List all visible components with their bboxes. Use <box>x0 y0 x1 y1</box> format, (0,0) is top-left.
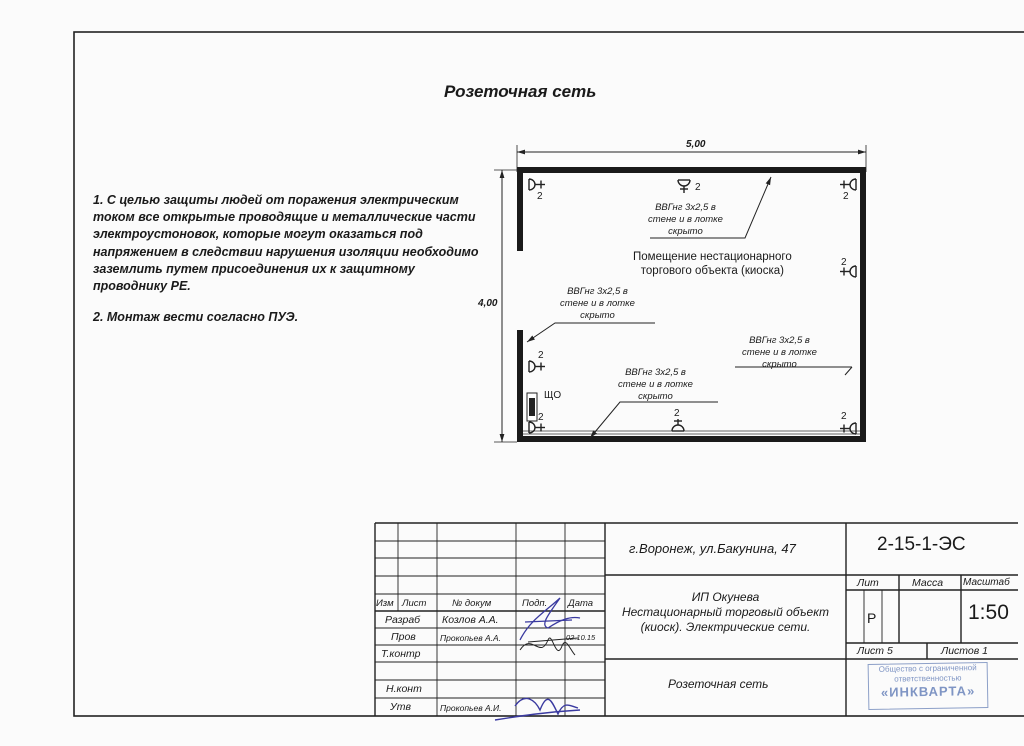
document-code: 2-15-1-ЭС <box>877 534 966 555</box>
outlet-top-right <box>840 179 856 190</box>
height-dimension-label: 4,00 <box>478 298 498 309</box>
scale-value: 1:50 <box>968 601 1009 624</box>
outlet-count-right-middle: 2 <box>841 257 847 268</box>
outlet-bottom-center <box>672 419 684 431</box>
cable-label-bottom: ВВГнг 3х2,5 в стене и в лотке скрыто <box>618 367 693 402</box>
name-prov: Прокопьев А.А. <box>440 633 502 643</box>
notes-block <box>93 192 485 340</box>
cable-label-right: ВВГнг 3х2,5 в стене и в лотке скрыто <box>742 335 817 370</box>
role-utv: Утв <box>390 701 411 713</box>
col-izm: Изм <box>376 598 394 609</box>
outlet-top-center <box>678 180 690 193</box>
lit-label: Лит <box>857 577 879 589</box>
note-1: 1. С целью защиты людей от поражения электрическим током все открытые проводящие и металлические части электроустоновок, которые могут оказаться под напряжением в следствии нарушения изоляции необходимо заземлить путем присоединения их к защитному проводнику РЕ. <box>93 193 479 294</box>
outlet-left-middle <box>529 361 545 372</box>
outlet-count-left-middle: 2 <box>538 350 544 361</box>
cable-label-left: ВВГнг 3х2,5 в стене и в лотке скрыто <box>560 286 635 321</box>
outlet-count-top-center: 2 <box>695 182 701 193</box>
cable-label-top: ВВГнг 3х2,5 в стене и в лотке скрыто <box>648 202 723 237</box>
outlet-count-top-left: 2 <box>537 191 543 202</box>
col-ndoc: № докум <box>452 598 492 609</box>
drawing-title: Розеточная сеть <box>444 82 597 101</box>
room-label: Помещение нестационарного торгового объекта (киоска) <box>633 251 792 277</box>
object-description: ИП Окунева Нестационарный торговый объект (киоск). Электрические сети. <box>621 590 830 634</box>
lit-value: Р <box>867 610 877 626</box>
outlet-top-left <box>529 179 545 190</box>
date-prov: 02.10.15 <box>566 633 596 642</box>
col-podp: Подп. <box>522 598 548 609</box>
note-2: 2. Монтаж вести согласно ПУЭ. <box>93 310 299 325</box>
scale-label: Масштаб <box>963 577 1010 588</box>
sheet-number: Лист 5 <box>857 645 893 657</box>
sheets-total: Листов 1 <box>941 645 988 657</box>
outlet-count-bottom-right: 2 <box>841 411 847 422</box>
role-nkont: Н.конт <box>386 683 422 695</box>
width-dimension-label: 5,00 <box>686 139 706 150</box>
outlet-bottom-right <box>840 423 856 434</box>
role-tkontr: Т.контр <box>381 648 421 660</box>
drawing-name: Розеточная сеть <box>668 677 769 691</box>
mass-label: Масса <box>912 577 944 589</box>
col-date: Дата <box>568 598 594 609</box>
col-list: Лист <box>402 598 427 609</box>
address: г.Воронеж, ул.Бакунина, 47 <box>629 541 796 556</box>
role-razrab: Разраб <box>385 614 421 626</box>
name-razrab: Козлов А.А. <box>442 614 499 626</box>
outlet-count-top-right: 2 <box>843 191 849 202</box>
outlet-count-bottom-center: 2 <box>674 408 680 419</box>
panel-label: ЩО <box>544 390 562 401</box>
company-stamp: Общество с ограниченной ответственностью «ИНКВАРТА» <box>868 662 989 710</box>
leader-bottom <box>590 402 718 438</box>
leader-left <box>527 323 655 342</box>
name-utv: Прокопьев А.И. <box>440 703 502 713</box>
outlet-count-left-bottom: 2 <box>538 412 544 423</box>
role-prov: Пров <box>391 631 416 643</box>
